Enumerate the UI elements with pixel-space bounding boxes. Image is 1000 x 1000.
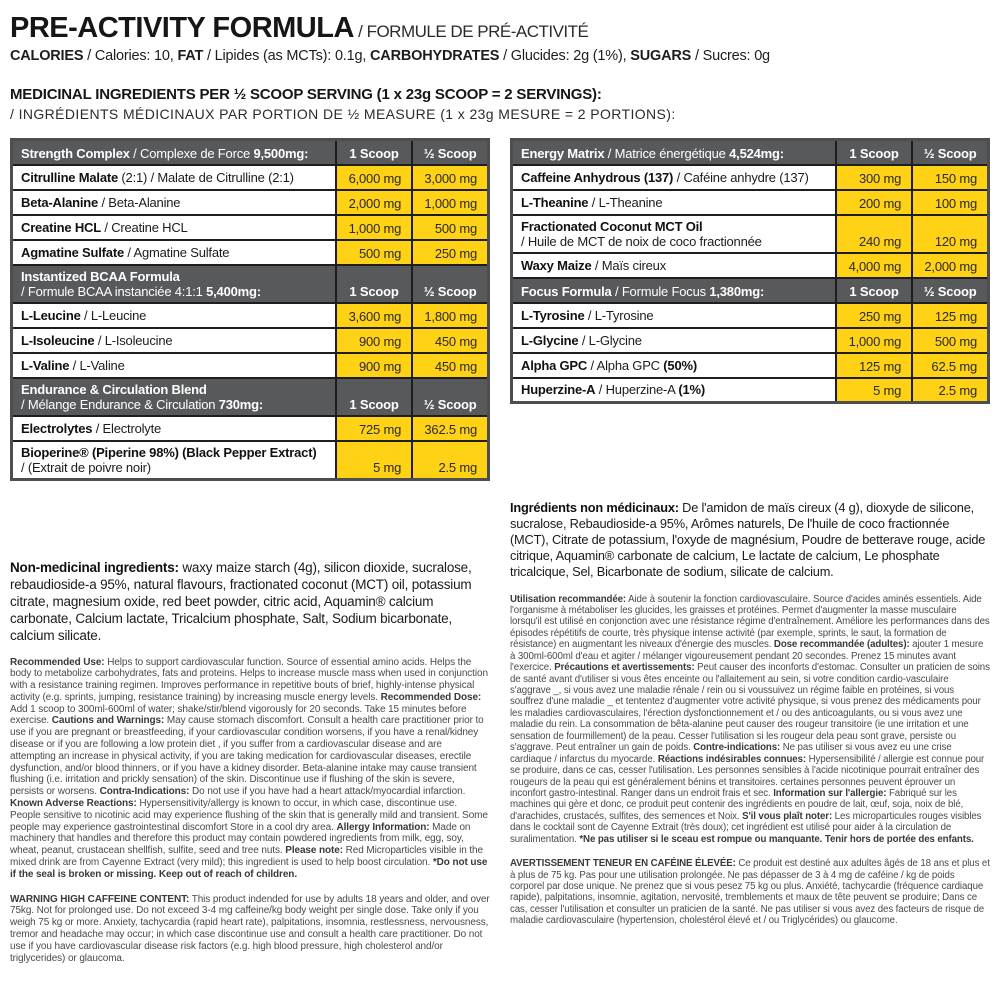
amount-half-scoop: 62.5 mg: [912, 353, 988, 378]
section-title: Strength Complex / Complexe de Force 9,500mg:: [12, 140, 336, 165]
amount-1-scoop: 1 Scoop: [836, 140, 912, 165]
ingredient-row: [512, 253, 989, 278]
ingredient-name: Huperzine-A / Huperzine-A (1%): [512, 378, 836, 403]
amount-half-scoop: 250 mg: [412, 240, 488, 265]
amount-half-scoop: 2.5 mg: [412, 441, 488, 480]
amount-half-scoop: ½ Scoop: [412, 265, 488, 303]
amount-half-scoop: 450 mg: [412, 353, 488, 378]
left-column: [10, 138, 490, 977]
ingredient-name: Beta-Alanine / Beta-Alanine: [12, 190, 336, 215]
usage-directions-en: Recommended Use: Helps to support cardiovascular function. Source of essential amino acids. Helps the body to metabolize carbohydrates, fats and proteins. Helps to increase muscle mass when used in conjunction with a resistance training regimen. Improves performance in repetitive bouts of brief, highly-intense physical activity (e.g. sprints, jumping, resistance training) by increasing muscle energy levels. Recommended Dose: Add 1 scoop to 300ml-600ml of water; shake/stir/blend vigorously for 20 seconds. Take 15 minutes before exercise. Cautions and Warnings: May cause stomach discomfort. Consult a health care practitioner prior to use if you are pregnant or breastfeeding, if your cardiovascular condition worsens, if you have a renal/kidney disease or if you are following a low protein diet , if you suffer from a cardiovascular disease and are attempting an increase in physical activity, if you are taking medication for cardiovascular diseases, erectile dysfunction, and/or blood thinners, or if you have a kidney disorder. Beta-alanine intake may cause transient flushing (i.e. irritation and prickly sensation) of the skin. Discontinue use if flushing of the skin is severe, persists or worsens. Contra-Indications: Do not use if you have had a heart attack/myocardial infarction. Known Adverse Reactions: Hypersensitivity/allergy is known to occur, in which case, discontinue use. People sensitive to nicotinic acid may experience flushing of the skin that is generally mild and transient. Some people may experience gastrointestinal discomfort Store in a cool dry area. Allergy Information: Made on machinery that handles and therefore this product may contain powdered ingredients from milk, egg, soy, wheat, peanut, crustacean shellfish, sulfite, seed and tree nuts. Please note: Red Microparticles visible in the mixed drink are from Cayenne Extract (very mild); this ingredient is used to help boost circulation. *Do not use if the seal is broken or missing. Keep out of reach of children.: [10, 656, 488, 880]
ingredient-row: [512, 165, 989, 190]
label-header: [10, 12, 990, 122]
ingredient-row: [512, 215, 989, 253]
ingredient-name: L-Leucine / L-Leucine: [12, 303, 336, 328]
ingredient-row: [512, 190, 989, 215]
ingredient-row: [12, 215, 489, 240]
ingredient-name: Caffeine Anhydrous (137) / Caféine anhydre (137): [512, 165, 836, 190]
ingredient-row: [12, 441, 489, 480]
label-body: [10, 138, 990, 977]
amount-half-scoop: 150 mg: [912, 165, 988, 190]
right-text-block: [510, 500, 990, 927]
amount-half-scoop: 500 mg: [912, 328, 988, 353]
amount-1-scoop: 2,000 mg: [336, 190, 412, 215]
ingredient-name: L-Glycine / L-Glycine: [512, 328, 836, 353]
amount-half-scoop: 2.5 mg: [912, 378, 988, 403]
section-header-row: [12, 265, 489, 303]
amount-1-scoop: 1 Scoop: [336, 378, 412, 416]
section-header-row: [512, 140, 989, 165]
amount-1-scoop: 3,600 mg: [336, 303, 412, 328]
amount-1-scoop: 1,000 mg: [836, 328, 912, 353]
non-medicinal-ingredients-fr: Ingrédients non médicinaux: De l'amidon de maïs cireux (4 g), dioxyde de silicone, sucralose, Rebaudioside-a 95%, Arômes naturels, De l'huile de coco fractionnée (MCT), Citrate de potassium, l'oxyde de magnésium, Poudre de betterave rouge, acide citrique, Aquamin® carbonate de calcium, Le lactate de calcium, Le phosphate tricalcique, Sel, Bicarbonate de sodium, silicate de calcium.: [510, 500, 986, 580]
right-column: [510, 138, 990, 940]
right-ingredients-table: [510, 138, 990, 404]
ingredient-row: [12, 303, 489, 328]
section-title: Endurance & Circulation Blend / Mélange Endurance & Circulation 730mg:: [12, 378, 336, 416]
ingredient-name: L-Isoleucine / L-Isoleucine: [12, 328, 336, 353]
ingredient-row: [512, 303, 989, 328]
amount-half-scoop: ½ Scoop: [412, 378, 488, 416]
section-header-row: [512, 278, 989, 303]
caffeine-warning-fr: AVERTISSEMENT TENEUR EN CAFÉINE ÉLEVÉE: Ce produit est destiné aux adultes âgés de 18 ans et plus et à plus de 75 kg. Pas pour une utilisation prolongée. Ne pas dépasser de 3 à 4 mg de caféine / kg de poids corporel par dose unique. Ne prenez que si vous pesez 75 kg ou plus. Anxiété, tachycardie (fréquence cardiaque rapide), palpitations, insomnie, agitation, nervosité, tremblements et maux de tête peuvent se produire; Dans ce cas, cesser l'utilisation et consulter un praticien de la santé. Ne pas utiliser si vous avez des facteurs de risque de maladie cardiovasculaire (hypertension, cholestérol élevé et / ou Triglycérides) ou glaucome.: [510, 858, 990, 927]
ingredient-name: L-Theanine / L-Theanine: [512, 190, 836, 215]
amount-half-scoop: 125 mg: [912, 303, 988, 328]
amount-half-scoop: ½ Scoop: [912, 278, 988, 303]
amount-1-scoop: 1 Scoop: [836, 278, 912, 303]
ingredient-row: [512, 378, 989, 403]
ingredient-name: Alpha GPC / Alpha GPC (50%): [512, 353, 836, 378]
ingredient-name: Creatine HCL / Creatine HCL: [12, 215, 336, 240]
amount-half-scoop: 100 mg: [912, 190, 988, 215]
ingredient-row: [12, 328, 489, 353]
amount-1-scoop: 125 mg: [836, 353, 912, 378]
amount-1-scoop: 900 mg: [336, 353, 412, 378]
ingredient-name: Bioperine® (Piperine 98%) (Black Pepper Extract) / (Extrait de poivre noir): [12, 441, 336, 480]
ingredient-row: [12, 190, 489, 215]
medicinal-heading-en: MEDICINAL INGREDIENTS PER ½ SCOOP SERVING (1 x 23g SCOOP = 2 SERVINGS):: [10, 86, 602, 103]
ingredient-row: [12, 240, 489, 265]
ingredient-name: Agmatine Sulfate / Agmatine Sulfate: [12, 240, 336, 265]
amount-half-scoop: 120 mg: [912, 215, 988, 253]
amount-1-scoop: 6,000 mg: [336, 165, 412, 190]
amount-1-scoop: 900 mg: [336, 328, 412, 353]
amount-half-scoop: 1,000 mg: [412, 190, 488, 215]
left-ingredients-table: [10, 138, 490, 481]
section-title: Energy Matrix / Matrice énergétique 4,524mg:: [512, 140, 836, 165]
ingredient-row: [512, 353, 989, 378]
amount-half-scoop: 3,000 mg: [412, 165, 488, 190]
ingredient-row: [12, 416, 489, 441]
ingredient-row: [12, 165, 489, 190]
amount-1-scoop: 4,000 mg: [836, 253, 912, 278]
amount-1-scoop: 5 mg: [336, 441, 412, 480]
section-header-row: [12, 378, 489, 416]
amount-1-scoop: 1,000 mg: [336, 215, 412, 240]
section-title: Focus Formula / Formule Focus 1,380mg:: [512, 278, 836, 303]
caffeine-warning-en: WARNING HIGH CAFFEINE CONTENT: This product indended for use by adults 18 years and older, and over 75kg. Not for prolonged use. Do not exceed 3-4 mg caffeine/kg body weight per single dose. Take only if you weigh 75 kg or more. Anxiety, tachycardia (rapid heart rate), palpitations, insomnia, restlessness, nervousness, tremor and headache may occur; in which case discontinue use and consult a health care practitioner. Do not use if you have cardiovascular disease risk factors (e.g. high blood pressure, high cholesterol and/or triglycerides) or glaucoma.: [10, 893, 490, 964]
amount-half-scoop: 1,800 mg: [412, 303, 488, 328]
medicinal-heading-fr: / INGRÉDIENTS MÉDICINAUX PAR PORTION DE ½ MEASURE (1 x 23g MESURE = 2 PORTIONS):: [10, 106, 676, 122]
section-title: Instantized BCAA Formula / Formule BCAA instanciée 4:1:1 5,400mg:: [12, 265, 336, 303]
section-header-row: [12, 140, 489, 165]
amount-half-scoop: ½ Scoop: [912, 140, 988, 165]
left-text-block: [10, 559, 490, 965]
ingredient-row: [512, 328, 989, 353]
ingredient-row: [12, 353, 489, 378]
amount-1-scoop: 250 mg: [836, 303, 912, 328]
amount-1-scoop: 5 mg: [836, 378, 912, 403]
amount-half-scoop: 450 mg: [412, 328, 488, 353]
amount-1-scoop: 200 mg: [836, 190, 912, 215]
product-title: [10, 12, 990, 45]
amount-1-scoop: 300 mg: [836, 165, 912, 190]
amount-half-scoop: ½ Scoop: [412, 140, 488, 165]
ingredient-name: L-Tyrosine / L-Tyrosine: [512, 303, 836, 328]
amount-1-scoop: 1 Scoop: [336, 140, 412, 165]
nutrition-summary-line: CALORIES / Calories: 10, FAT / Lipides (as MCTs): 0.1g, CARBOHYDRATES / Glucides: 2g (1%), SUGARS / Sucres: 0g: [10, 48, 770, 64]
amount-1-scoop: 240 mg: [836, 215, 912, 253]
ingredient-name: Waxy Maize / Maïs cireux: [512, 253, 836, 278]
product-title-fr: / FORMULE DE PRÉ-ACTIVITÉ: [353, 22, 589, 41]
ingredient-name: Electrolytes / Electrolyte: [12, 416, 336, 441]
ingredient-name: Citrulline Malate (2:1) / Malate de Citrulline (2:1): [12, 165, 336, 190]
non-medicinal-ingredients-en: Non-medicinal ingredients: waxy maize starch (4g), silicon dioxide, sucralose, rebaudioside-a 95%, natural flavours, fractionated coconut (MCT) oil, potassium citrate, magnesium oxide, red beet powder, citric acid, Aquamin® calcium carbonate, Calcium lactate, Tricalcium phosphate, Salt, Sodium bicarbonate, calcium silicate.: [10, 559, 472, 643]
usage-directions-fr: Utilisation recommandée: Aide à soutenir la fonction cardiovasculaire. Source d'acides aminés essentiels. Aide l'organisme à métaboliser les glucides, les graisses et protéines. Permet d'augmenter la masse musculaire lorsqu'il est utilisé en conjonction avec une résistance régime d'entraînement. Améliore les performances dans des épisodes répétitifs de courte, très physique intense activité (par exemple, sprints, le saut, la formation de résistance) en augmentant les niveaux d'énergie des muscles. Dose recommandée (adultes): ajouter 1 mesure à 300ml-600ml d'eau et agiter / mélanger vigoureusement pendant 20 secondes. Prenez 15 minutes avant l'exercice. Précautions et avertissements: Peut causer des inconforts d'estomac. Consulter un praticien de soins de santé avant d'utiliser si vous êtes enceinte ou l'allaitement au sein, si votre condition cardio-vasculaire s'aggrave _, si vous avez une maladie rénale / rein ou si voussuivez un régime faible en protéines, si vous souffrez d'une maladie _ et tententez d'augmenter votre activité physique, si vous prenez des médicaments pour les maladies cardiovasculaires, l'érection dysfonctionnement et / ou des anticoagulants, ou si vous avez une maladie du rein. La consommation de bêta-alanine peut causer des rougeur transitoire (ie une irritation et une sensation de fourmillement) de la peau. Cesser l'utilisation si les rougeur dela peau sont grave, persiste ou s'aggrave. Peut entraîner un gain de poids. Contre-indications: Ne pas utiliser si vous avez eu une crise cardiaque / infarctus du myocarde. Réactions indésirables connues: Hypersensibilité / allergie est connue pour se produire, dans ce cas, cesser l'utilisation. Les personnes sensibles à l'acide nicotinique pourrait entraîner des rougeurs de la peau qui est généralement bénins et transitoires. certaines personnes peuvent éprouver un inconfort gastro-intestinal. Ranger dans un endroit frais et sec. Information sur l'allergie: Fabriqué sur les machines qui gère et donc, ce produit peut contenir des ingrédients en poudre de lait, œuf, soja, noix de blé, d'arachides, crustacés, sulfites, des semences et Noix. S'il vous plaît noter: Les microparticules rouges visibles dans le cocktail sont de Cayenne Extrait (très doux); cet ingrédient est utilisé pour aider à la circulation de suralimentation. *Ne pas utiliser si le sceau est rompue ou manquante. Tenir hors de portée des enfants.: [510, 593, 990, 845]
amount-1-scoop: 1 Scoop: [336, 265, 412, 303]
amount-1-scoop: 725 mg: [336, 416, 412, 441]
ingredient-name: Fractionated Coconut MCT Oil / Huile de MCT de noix de coco fractionnée: [512, 215, 836, 253]
ingredient-name: L-Valine / L-Valine: [12, 353, 336, 378]
amount-half-scoop: 2,000 mg: [912, 253, 988, 278]
amount-1-scoop: 500 mg: [336, 240, 412, 265]
amount-half-scoop: 362.5 mg: [412, 416, 488, 441]
amount-half-scoop: 500 mg: [412, 215, 488, 240]
product-title-en: PRE-ACTIVITY FORMULA: [10, 12, 354, 44]
